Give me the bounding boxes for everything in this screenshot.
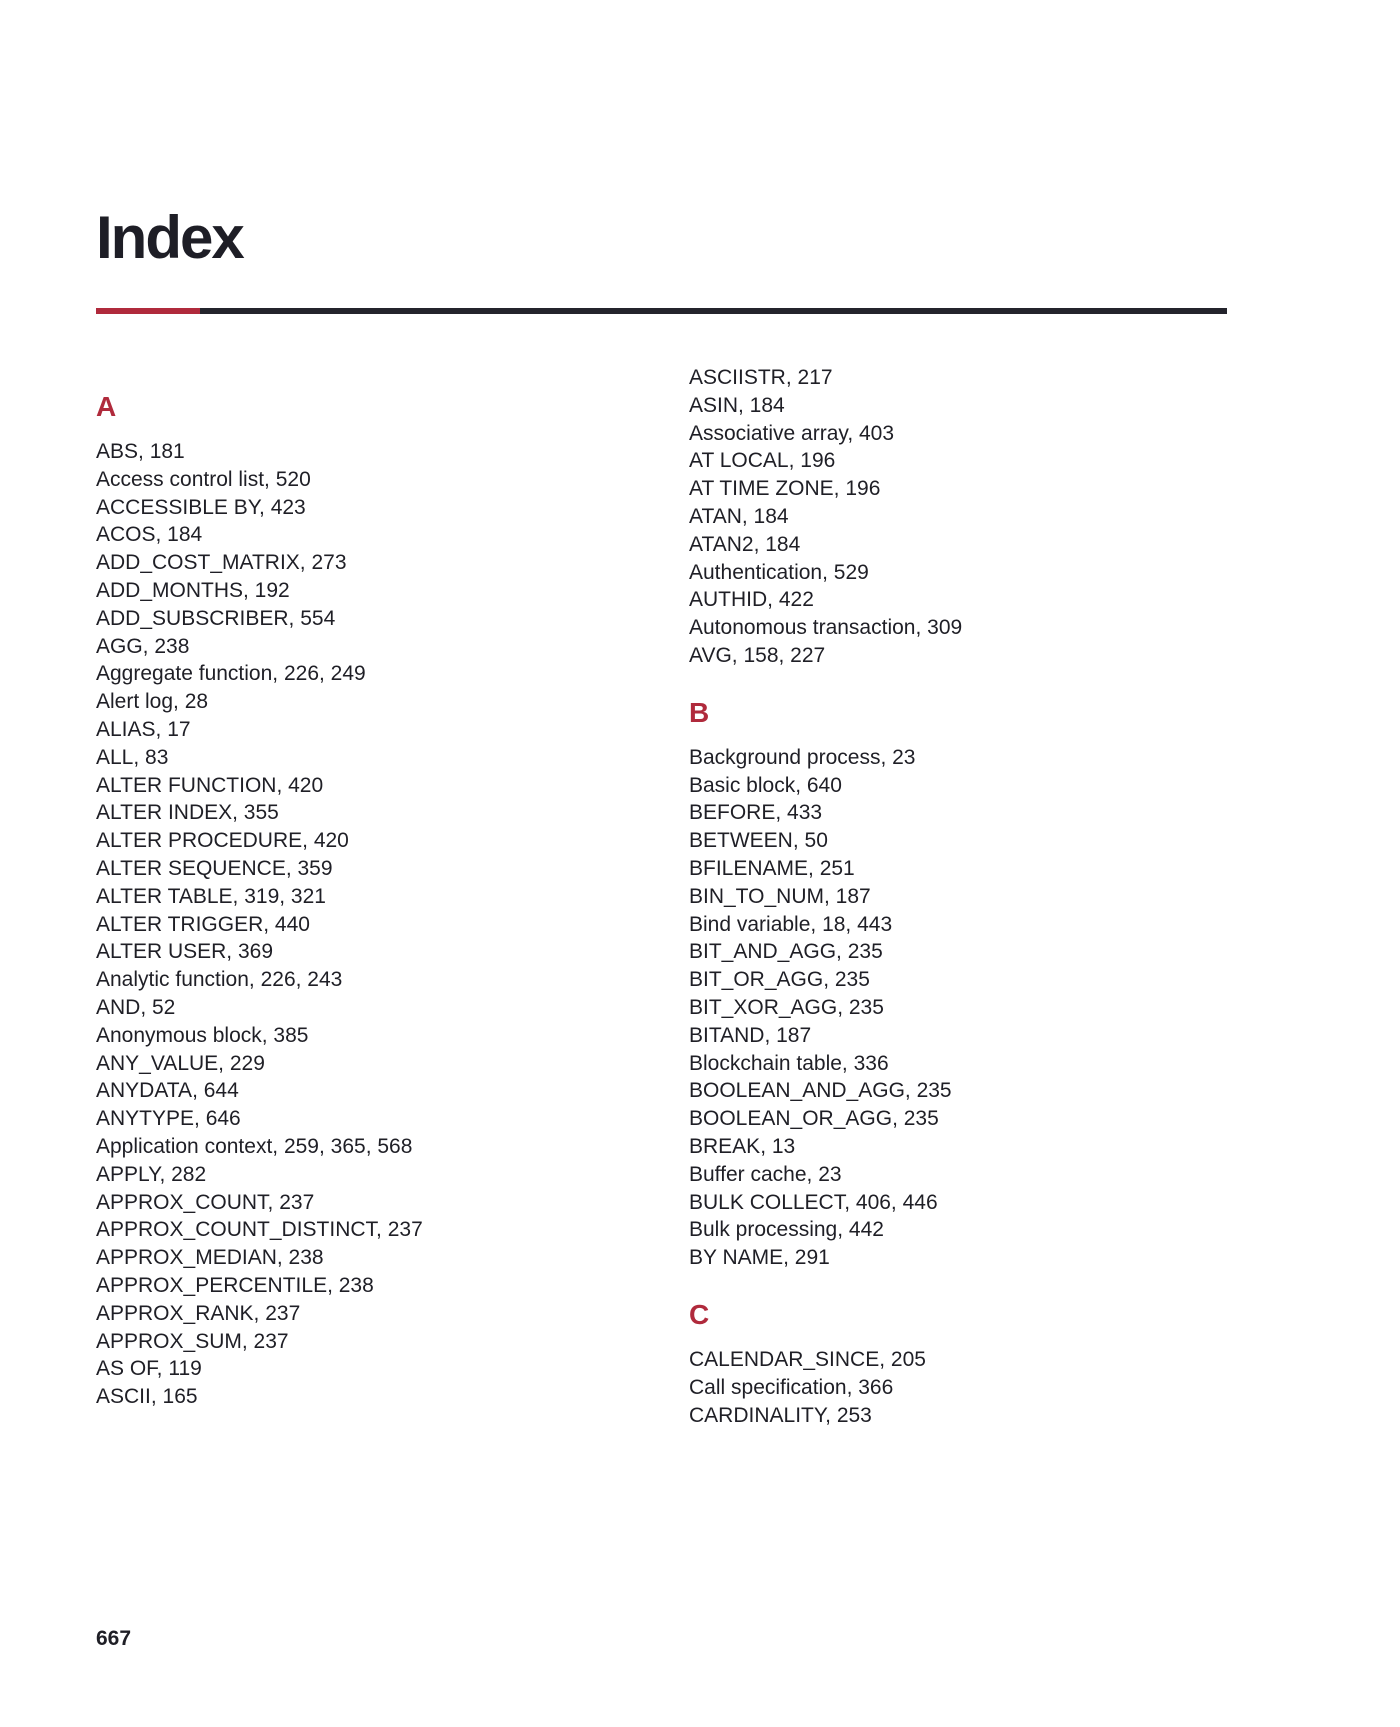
index-entry: ALIAS, 17 [96, 717, 191, 741]
index-entry: ANYDATA, 644 [96, 1079, 239, 1103]
index-entry: ASCIISTR, 217 [689, 366, 833, 389]
index-entry: Bind variable, 18, 443 [689, 912, 893, 936]
index-entry: CALENDAR_SINCE, 205 [689, 1347, 926, 1371]
section-letter: A [96, 391, 117, 422]
index-entry: BETWEEN, 50 [689, 829, 828, 853]
index-section-a [96, 390, 656, 1411]
index-entry: ATAN, 184 [689, 504, 789, 528]
index-entry: AT LOCAL, 196 [689, 449, 836, 473]
index-entry: Basic block, 640 [689, 773, 842, 797]
index-entry: BY NAME, 291 [689, 1246, 830, 1270]
index-entry: Alert log, 28 [96, 690, 209, 714]
index-entry: ACOS, 184 [96, 523, 203, 547]
index-entry: BEFORE, 433 [689, 801, 823, 825]
index-entry: APPROX_COUNT_DISTINCT, 237 [96, 1218, 423, 1242]
index-entry: ALL, 83 [96, 745, 169, 769]
index-entry: ANY_VALUE, 229 [96, 1051, 265, 1075]
index-entry: Call specification, 366 [689, 1375, 894, 1399]
index-entry: Application context, 259, 365, 568 [96, 1134, 413, 1158]
index-entry: Background process, 23 [689, 745, 916, 769]
index-entry: CARDINALITY, 253 [689, 1403, 872, 1427]
section-letter: B [689, 696, 710, 728]
index-entry: BIN_TO_NUM, 187 [689, 884, 871, 908]
title-rule [96, 308, 1227, 314]
index-entry: ADD_COST_MATRIX, 273 [96, 551, 347, 575]
index-entry: ALTER USER, 369 [96, 940, 274, 964]
index-entry: APPROX_RANK, 237 [96, 1301, 301, 1325]
index-entry: BITAND, 187 [689, 1023, 812, 1047]
index-entry: Authentication, 529 [689, 560, 869, 584]
index-entry: AS OF, 119 [96, 1357, 202, 1381]
index-entry: Aggregate function, 226, 249 [96, 662, 366, 686]
index-column-left [96, 390, 656, 1411]
page-number: 667 [96, 1627, 132, 1650]
index-entry: Autonomous transaction, 309 [689, 616, 963, 640]
index-entry: BIT_XOR_AGG, 235 [689, 995, 884, 1019]
index-entry: ALTER SEQUENCE, 359 [96, 856, 333, 880]
index-entry: ADD_SUBSCRIBER, 554 [96, 606, 336, 630]
index-entry: ASIN, 184 [689, 393, 785, 417]
index-entry: Bulk processing, 442 [689, 1218, 884, 1242]
index-section-b [689, 696, 1249, 1272]
index-column-right [689, 364, 1249, 1429]
index-section-c [689, 1298, 1249, 1429]
index-entry: AND, 52 [96, 995, 176, 1019]
index-entry: Anonymous block, 385 [96, 1023, 309, 1047]
index-entry: Blockchain table, 336 [689, 1051, 889, 1075]
index-section-continued [689, 364, 1249, 670]
index-entry: BIT_AND_AGG, 235 [689, 940, 883, 964]
page-title: Index [96, 204, 243, 271]
index-entry: ALTER FUNCTION, 420 [96, 773, 324, 797]
index-entry: APPLY, 282 [96, 1162, 207, 1186]
index-entry: ABS, 181 [96, 440, 185, 463]
index-entry: Access control list, 520 [96, 467, 311, 491]
index-entry: ALTER TABLE, 319, 321 [96, 884, 326, 908]
index-entry: ANYTYPE, 646 [96, 1107, 241, 1131]
index-entry: APPROX_COUNT, 237 [96, 1190, 315, 1214]
index-entry: AUTHID, 422 [689, 588, 814, 612]
index-entry: ALTER PROCEDURE, 420 [96, 829, 349, 853]
index-entry: BOOLEAN_AND_AGG, 235 [689, 1079, 952, 1103]
index-entry: AGG, 238 [96, 634, 190, 658]
index-entry: BULK COLLECT, 406, 446 [689, 1190, 938, 1214]
index-entry: ATAN2, 184 [689, 532, 801, 556]
index-entry: AVG, 158, 227 [689, 643, 826, 667]
index-entry: BFILENAME, 251 [689, 856, 855, 880]
index-entry: AT TIME ZONE, 196 [689, 477, 881, 501]
section-letter: C [689, 1298, 710, 1330]
index-entry: BREAK, 13 [689, 1134, 796, 1158]
index-entry: BOOLEAN_OR_AGG, 235 [689, 1107, 939, 1131]
index-entry: ALTER TRIGGER, 440 [96, 912, 310, 936]
index-entry: BIT_OR_AGG, 235 [689, 968, 870, 992]
index-entry: Analytic function, 226, 243 [96, 968, 343, 992]
index-entry: ADD_MONTHS, 192 [96, 578, 290, 602]
index-entry: ASCII, 165 [96, 1385, 198, 1409]
index-entry: ALTER INDEX, 355 [96, 801, 279, 825]
index-entry: Associative array, 403 [689, 421, 895, 445]
index-entry: APPROX_MEDIAN, 238 [96, 1246, 324, 1270]
index-entry: ACCESSIBLE BY, 423 [96, 495, 306, 519]
index-entry: Buffer cache, 23 [689, 1162, 842, 1186]
title-rule-accent [96, 308, 200, 314]
index-entry: APPROX_PERCENTILE, 238 [96, 1273, 374, 1297]
index-entry: APPROX_SUM, 237 [96, 1329, 289, 1353]
